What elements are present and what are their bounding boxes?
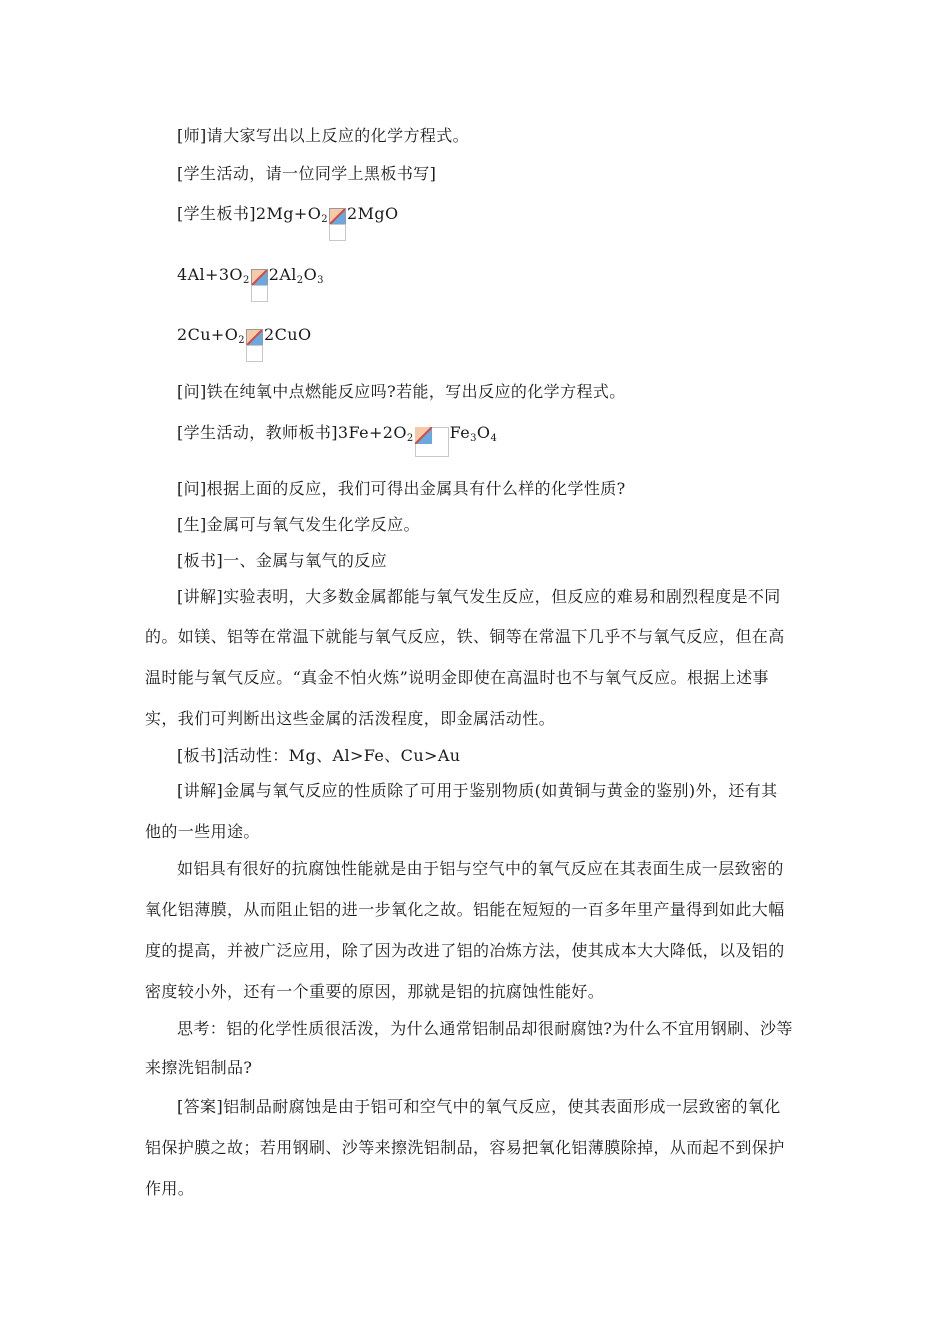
- text-line: 思考：铝的化学性质很活泼，为什么通常铝制品却很耐腐蚀?为什么不宜用钢刷、沙等: [177, 1019, 793, 1038]
- text-line: [板书]活动性：Mg、Al>Fe、Cu>Au: [177, 746, 461, 765]
- broken-image-icon: [246, 329, 263, 346]
- equation-fe: [学生活动，教师板书]$3Fe+2O_2$ $Fe_3O_4$: [177, 422, 497, 444]
- text-line: 密度较小外，还有一个重要的原因，那就是铝的抗腐蚀性能好。: [145, 982, 605, 1001]
- equation-al: $4Al+3O_2$ $2Al_2O_3$: [177, 264, 324, 286]
- text-line: 他的一些用途。: [145, 822, 260, 841]
- text-line: 的。如镁、铝等在常温下就能与氧气反应，铁、铜等在常温下几乎不与氧气反应，但在高: [145, 627, 785, 646]
- text-line: [答案]铝制品耐腐蚀是由于铝可和空气中的氧气反应，使其表面形成一层致密的氧化: [177, 1097, 781, 1116]
- text-line: [问]根据上面的反应，我们可得出金属具有什么样的化学性质?: [177, 479, 626, 498]
- text-line: 铝保护膜之故；若用钢刷、沙等来擦洗铝制品，容易把氧化铝薄膜除掉，从而起不到保护: [145, 1138, 785, 1157]
- text-line: 作用。: [145, 1179, 195, 1198]
- text-line: 温时能与氧气反应。“真金不怕火炼”说明金即使在高温时也不与氧气反应。根据上述事: [145, 668, 769, 687]
- text-line: 实，我们可判断出这些金属的活泼程度，即金属活动性。: [145, 709, 556, 728]
- text-line: [师]请大家写出以上反应的化学方程式。: [177, 126, 470, 145]
- text-line: [生]金属可与氧气发生化学反应。: [177, 515, 420, 534]
- text-line: [学生活动，请一位同学上黑板书写]: [177, 164, 437, 183]
- text-line: 如铝具有很好的抗腐蚀性能就是由于铝与空气中的氧气反应在其表面生成一层致密的: [177, 859, 784, 878]
- text-line: [讲解]实验表明，大多数金属都能与氧气发生反应，但反应的难易和剧烈程度是不同: [177, 587, 781, 606]
- text-line: 度的提高，并被广泛应用，除了因为改进了铝的冶炼方法，使其成本大大降低，以及铝的: [145, 941, 785, 960]
- text-line: 来擦洗铝制品?: [145, 1058, 253, 1077]
- equation-mg: [学生板书]$2Mg+O_2$ 2MgO: [177, 203, 399, 225]
- broken-image-icon: [329, 208, 346, 225]
- text-line: [板书]一、金属与氧气的反应: [177, 551, 388, 570]
- text-line: [问]铁在纯氧中点燃能反应吗?若能，写出反应的化学方程式。: [177, 382, 626, 401]
- broken-image-icon: [251, 269, 268, 286]
- text-line: 氧化铝薄膜，从而阻止铝的进一步氧化之故。铝能在短短的一百多年里产量得到如此大幅: [145, 900, 785, 919]
- equation-cu: $2Cu+O_2$ 2CuO: [177, 324, 311, 346]
- text-line: [讲解]金属与氧气反应的性质除了可用于鉴别物质(如黄铜与黄金的鉴别)外，还有其: [177, 781, 778, 800]
- broken-image-icon: [415, 427, 449, 444]
